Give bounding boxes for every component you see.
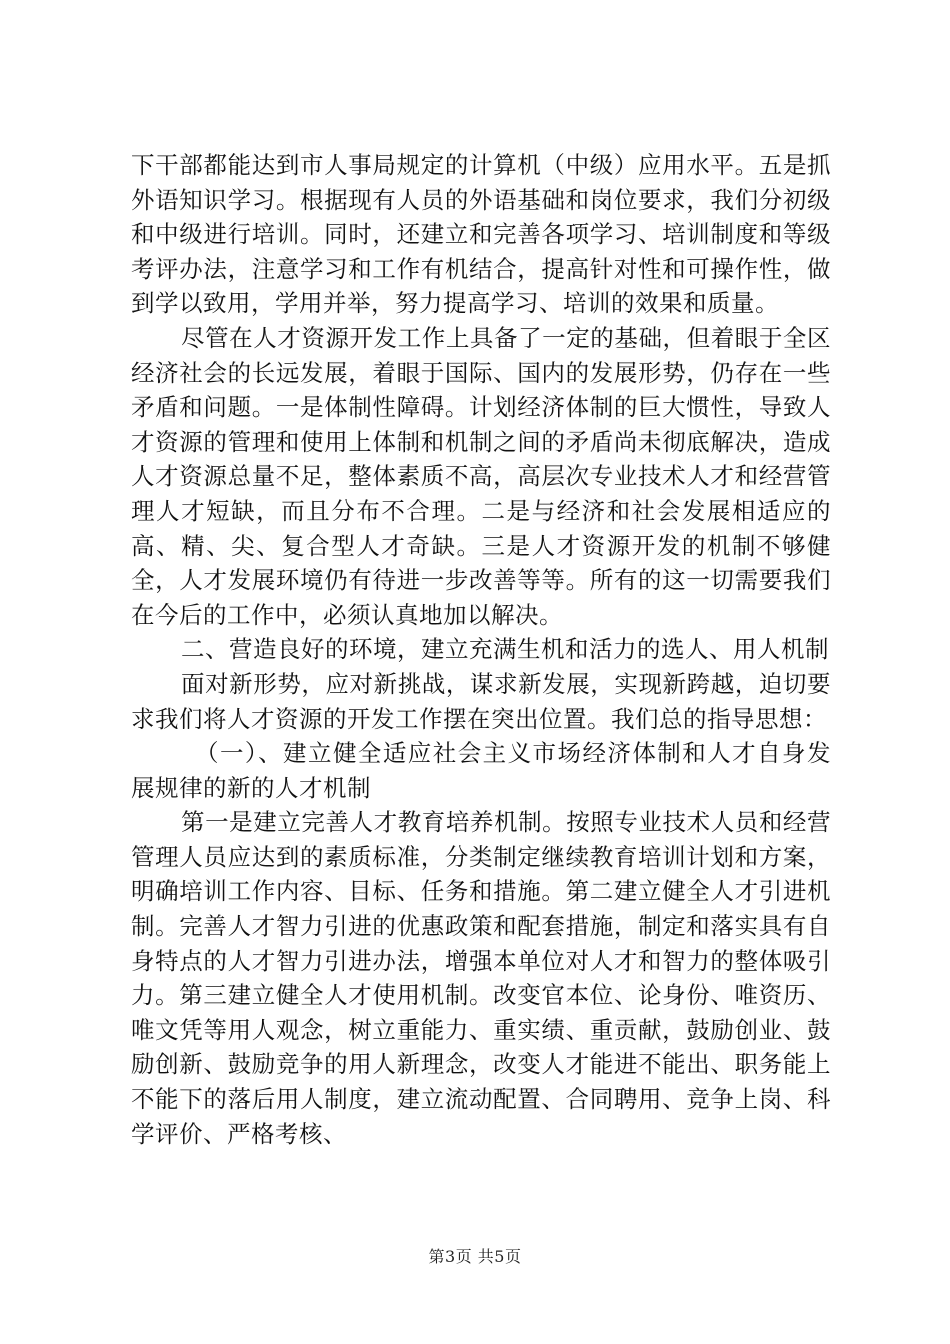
subsection-heading-1: （一）、建立健全适应社会主义市场经济体制和人才自身发展规律的新的人才机制 <box>131 739 831 802</box>
document-body <box>131 148 831 1151</box>
paragraph-mechanisms: 第一是建立完善人才教育培养机制。按照专业技术人员和经营管理人员应达到的素质标准，分类制定继续教育培训计划和方案，明确培训工作内容、目标、任务和措施。第二建立健全人才引进机制。完善人才智力引进的优惠政策和配套措施，制定和落实具有自身特点的人才智力引进办法，增强本单位对人才和智力的整体吸引力。第三建立健全人才使用机制。改变官本位、论身份、唯资历、唯文凭等用人观念，树立重能力、重实绩、重贡献，鼓励创业、鼓励创新、鼓励竞争的用人新理念，改变人才能进不能出、职务能上不能下的落后用人制度，建立流动配置、合同聘用、竞争上岗、科学评价、严格考核、 <box>131 808 831 1148</box>
paragraph-problems: 尽管在人才资源开发工作上具备了一定的基础，但着眼于全区经济社会的长远发展，着眼于国际、国内的发展形势，仍存在一些矛盾和问题。一是体制性障碍。计划经济体制的巨大惯性，导致人才资源的管理和使用上体制和机制之间的矛盾尚未彻底解决，造成人才资源总量不足，整体素质不高，高层次专业技术人才和经营管理人才短缺，而且分布不合理。二是与经济和社会发展相适应的高、精、尖、复合型人才奇缺。三是人才资源开发的机制不够健全，人才发展环境仍有待进一步改善等等。所有的这一切需要我们在今后的工作中，必须认真地加以解决。 <box>131 323 831 629</box>
section-heading-2: 二、营造良好的环境，建立充满生机和活力的选人、用人机制 <box>181 635 829 664</box>
paragraph-continued: 下干部都能达到市人事局规定的计算机（中级）应用水平。五是抓外语知识学习。根据现有人员的外语基础和岗位要求，我们分初级和中级进行培训。同时，还建立和完善各项学习、培训制度和等级考评办法，注意学习和工作有机结合，提高针对性和可操作性，做到学以致用，学用并举，努力提高学习、培训的效果和质量。 <box>131 151 831 318</box>
page-number-footer: 第3页 共5页 <box>428 1247 522 1266</box>
paragraph-guiding-thought: 面对新形势，应对新挑战，谋求新发展，实现新跨越，迫切要求我们将人才资源的开发工作摆在突出位置。我们总的指导思想： <box>131 669 831 733</box>
